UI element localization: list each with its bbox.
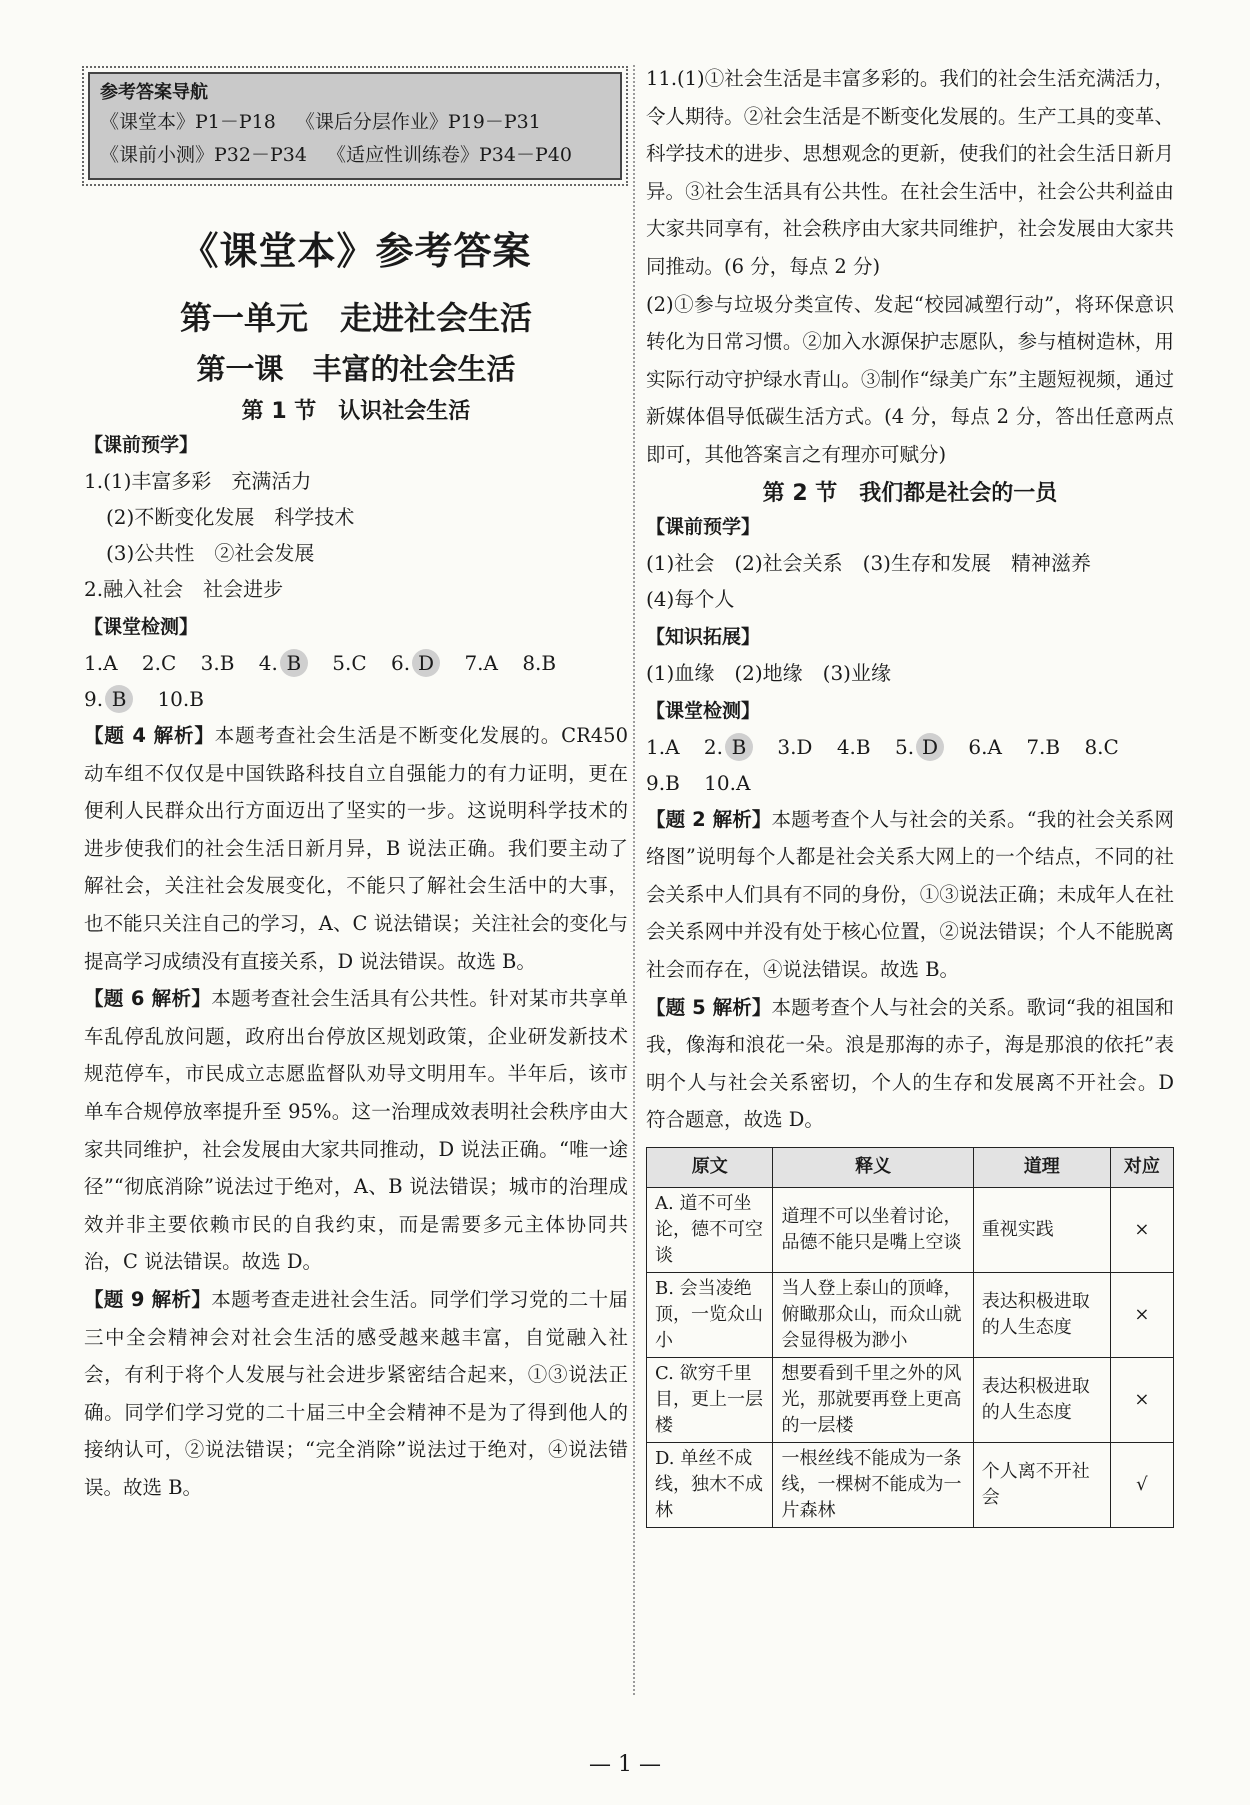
answer: 3.B [200, 651, 235, 675]
explanation-tag: 【题 9 解析】 [84, 1287, 212, 1311]
answer: 1.A [646, 734, 680, 759]
table-cell: 表达积极进取的人生态度 [973, 1357, 1110, 1442]
column-divider [633, 65, 635, 1695]
preview-answer: (2)不断变化发展 科学技术 [106, 505, 355, 529]
nav-line-1 [100, 106, 610, 139]
check-tag: 【课堂检测】 [646, 699, 761, 722]
preview-answer: 2.融入社会 社会进步 [84, 577, 284, 601]
check-answers-row [646, 729, 1174, 765]
table-cell: 表达积极进取的人生态度 [973, 1272, 1110, 1357]
explanation-q6 [84, 980, 628, 1281]
table-cell: 当人登上泰山的顶峰，俯瞰那众山，而众山就会显得极为渺小 [773, 1272, 973, 1357]
preview-answer: (1)社会 (2)社会关系 (3)生存和发展 精神滋养 [646, 550, 1091, 575]
explanation-q5 [646, 989, 1174, 1139]
table-cell: 重视实践 [973, 1187, 1110, 1272]
answer: 7.B [1026, 734, 1061, 759]
answer: 6. [390, 651, 411, 675]
answer: 1.A [84, 651, 118, 675]
table-cell: × [1110, 1272, 1173, 1357]
table-cell: × [1110, 1357, 1173, 1442]
check-answers-row [646, 765, 1174, 801]
check-answers-row [84, 681, 628, 717]
analysis-table [646, 1147, 1174, 1528]
page-number: — 1 — [589, 1752, 661, 1777]
table-row [647, 1272, 1174, 1357]
answer: 9. [84, 687, 104, 711]
q11-answer-part2: (2)①参与垃圾分类宣传、发起“校园减塑行动”，将环保意识转化为日常习惯。②加入水源保护志愿队，参与植树造林，用实际行动守护绿水青山。③制作“绿美广东”主题短视频，通过新媒体倡导低碳生活方式。(4 分，每点 2 分，答出任意两点即可，其他答案言之有理亦可赋分) [646, 292, 1174, 466]
answer: 8.C [1084, 734, 1119, 759]
table-cell: 道理不可以坐着讨论，品德不能只是嘴上空谈 [773, 1187, 973, 1272]
book-title: 《课堂本》参考答案 [180, 228, 532, 273]
table-header: 原文 [647, 1147, 773, 1187]
expand-answer: (1)血缘 (2)地缘 (3)业缘 [646, 660, 891, 685]
preview-tag: 【课前预学】 [84, 434, 199, 456]
highlighted-answer: B [280, 649, 308, 677]
explanation-tag: 【题 4 解析】 [84, 724, 215, 747]
explanation-q9 [84, 1281, 628, 1507]
table-cell: √ [1110, 1442, 1173, 1527]
answer-navigation-box [88, 72, 622, 180]
nav-item: 《课堂本》P1－P18 [100, 111, 276, 133]
table-header: 对应 [1110, 1147, 1173, 1187]
preview-answer: (3)公共性 ②社会发展 [106, 541, 315, 565]
table-cell: × [1110, 1187, 1173, 1272]
expand-tag: 【知识拓展】 [646, 625, 761, 648]
explanation-tag: 【题 6 解析】 [84, 987, 212, 1011]
answer: 4.B [836, 734, 871, 759]
table-cell: 一根丝线不能成为一条线，一棵树不能成为一片森林 [773, 1442, 973, 1527]
table-cell: D. 单丝不成线，独木不成林 [647, 1442, 773, 1527]
highlighted-answer: B [725, 733, 753, 761]
nav-title: 参考答案导航 [100, 82, 208, 103]
table-cell: C. 欲穷千里目，更上一层楼 [647, 1357, 773, 1442]
answer: 4. [258, 651, 278, 675]
lesson-title: 第一课 丰富的社会生活 [196, 352, 516, 386]
nav-item: 《课前小测》P32－P34 [100, 144, 307, 166]
explanation-text: 本题考查社会生活具有公共性。针对某市共享单车乱停乱放问题，政府出台停放区规划政策，企业研发新技术规范停车，市民成立志愿监督队劝导文明用车。半年后，该市单车合规停放率提升至 95%。这一治理成效表明社会秩序由大家共同维护，社会发展由大家共同推动，D 说法正确。“唯一途径”“彻底消除”说法过于绝对，A、B 说法错误；城市的治理成效并非主要依赖市民的自我约束，而是需要多元主体协同共治，C 说法错误。故选 D。 [84, 987, 628, 1274]
answer: 5.C [332, 651, 367, 675]
answer: 6.A [968, 734, 1002, 759]
answer: 9.B [646, 770, 680, 795]
nav-item: 《课后分层作业》P19－P31 [295, 111, 541, 133]
preview-answer: 1.(1)丰富多彩 充满活力 [84, 469, 312, 493]
explanation-text: 本题考查走进社会生活。同学们学习党的二十届三中全会精神会对社会生活的感受越来越丰富，自觉融入社会，有利于将个人发展与社会进步紧密结合起来，①③说法正确。同学们学习党的二十届三中全会精神不是为了得到他人的接纳认可，②说法错误；“完全消除”说法过于绝对，④说法错误。故选 B。 [84, 1287, 628, 1499]
right-column [646, 60, 1174, 1528]
highlighted-answer: D [916, 733, 944, 761]
answer: 3.D [777, 734, 813, 759]
explanation-q2 [646, 801, 1174, 989]
check-answers-row [84, 645, 628, 681]
table-cell: 想要看到千里之外的风光，那就要再登上更高的一层楼 [773, 1357, 973, 1442]
table-header: 道理 [973, 1147, 1110, 1187]
answer: 10.A [704, 770, 751, 795]
nav-item: 《适应性训练卷》P34－P40 [326, 144, 572, 166]
answer: 10.B [157, 687, 204, 711]
explanation-text: 本题考查个人与社会的关系。歌词“我的祖国和我，像海和浪花一朵。浪是那海的赤子，海是那浪的依托”表明个人与社会关系密切，个人的生存和发展离不开社会。D 符合题意，故选 D。 [646, 995, 1174, 1132]
table-header: 释义 [773, 1147, 973, 1187]
explanation-tag: 【题 5 解析】 [646, 995, 772, 1019]
answer: 7.A [464, 651, 498, 675]
table-header-row [647, 1147, 1174, 1187]
table-cell: A. 道不可坐论，德不可空谈 [647, 1187, 773, 1272]
answer: 2. [703, 734, 723, 759]
left-column [84, 60, 628, 1506]
q11-answer-part1: 11.(1)①社会生活是丰富多彩的。我们的社会生活充满活力，令人期待。②社会生活是不断变化发展的。生产工具的变革、科学技术的进步、思想观念的更新，使我们的社会生活日新月异。③社会生活具有公共性。在社会生活中，社会公共利益由大家共同享有，社会秩序由大家共同维护，社会发展由大家共同推动。(6 分，每点 2 分) [646, 67, 1174, 278]
check-tag: 【课堂检测】 [84, 616, 199, 638]
table-row [647, 1187, 1174, 1272]
nav-line-2 [100, 139, 610, 172]
explanation-text: 本题考查个人与社会的关系。“我的社会关系网络图”说明每个人都是社会关系大网上的一个结点，不同的社会关系中人们具有不同的身份，①③说法正确；未成年人在社会关系网中并没有处于核心位置，②说法错误；个人不能脱离社会而存在，④说法错误。故选 B。 [646, 807, 1174, 981]
answer: 2.C [141, 651, 177, 675]
table-cell: 个人离不开社会 [973, 1442, 1110, 1527]
preview-tag: 【课前预学】 [646, 515, 761, 538]
explanation-text: 本题考查社会生活是不断变化发展的。CR450 动车组不仅仅是中国铁路科技自立自强能力的有力证明，更在便利人民群众出行方面迈出了坚实的一步。这说明科学技术的进步使我们的社会生活日新月异，B 说法正确。我们要主动了解社会，关注社会发展变化，不能只了解社会生活中的大事，也不能只关注自己的学习，A、C 说法错误；关注社会的变化与提高学习成绩没有直接关系，D 说法错误。故选 B。 [84, 724, 628, 973]
section-1-title: 第 1 节 认识社会生活 [241, 399, 471, 424]
answer: 8.B [522, 651, 557, 675]
explanation-q4 [84, 717, 628, 980]
section-2-title: 第 2 节 我们都是社会的一员 [762, 480, 1058, 506]
highlighted-answer: D [412, 649, 440, 677]
table-row [647, 1442, 1174, 1527]
preview-answer: (4)每个人 [646, 586, 735, 611]
explanation-tag: 【题 2 解析】 [646, 807, 772, 831]
highlighted-answer: B [105, 685, 133, 713]
table-cell: B. 会当凌绝顶，一览众山小 [647, 1272, 773, 1357]
table-row [647, 1357, 1174, 1442]
answer: 5. [894, 734, 915, 759]
unit-title: 第一单元 走进社会生活 [179, 299, 532, 337]
